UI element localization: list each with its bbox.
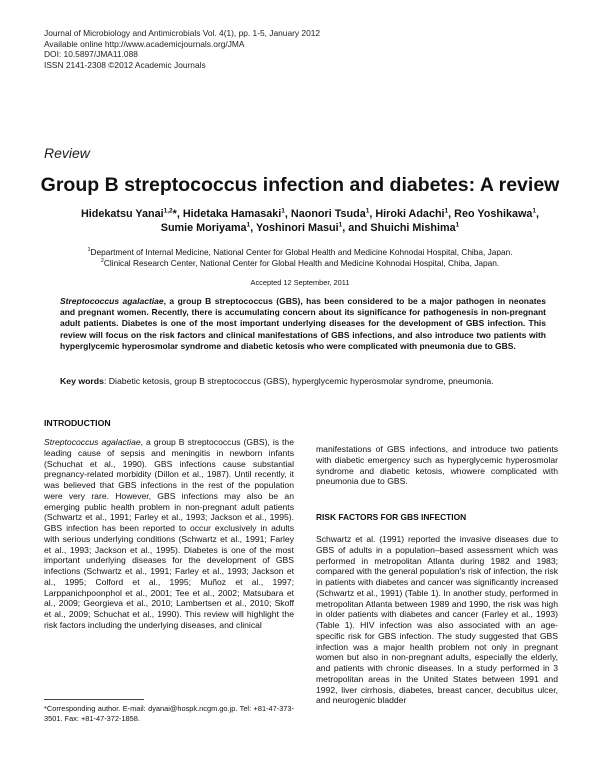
author-affiliation-sup: 1 (532, 207, 537, 215)
introduction-heading: INTRODUCTION (44, 418, 111, 428)
author-affiliation-sup: 1 (281, 207, 285, 215)
author-name: Reo Yoshikawa (454, 208, 533, 220)
journal-header (44, 28, 320, 70)
author-line-1 (81, 208, 539, 220)
risk-factors-body (316, 534, 558, 706)
corresponding-author-footnote: *Corresponding author. E-mail: dyanai@hospk.ncgm.go.jp. Tel: +81-47-373-3501. Fax: +81-47-372-1858. (44, 704, 294, 723)
keywords (60, 376, 546, 387)
affiliation-sup: 2 (100, 257, 104, 264)
author-affiliation-sup: 1 (365, 207, 370, 215)
introduction-body (44, 437, 294, 631)
keywords-text: : Diabetic ketosis, group B streptococcus (GBS), hyperglycemic hyperosmolar syndrome, pneumonia. (103, 376, 494, 386)
affiliation-sup: 1 (87, 247, 91, 254)
affiliations (44, 247, 556, 268)
author-affiliation-sup: 1,2 (163, 207, 173, 215)
intro-text: , a group B streptococcus (GBS), is the leading cause of sepsis and meningitis in newborn infants (Schuchat et al., 1990). GBS infections cause substantial pregnancy-related morbidity (Dillon et al., 1987). Until recently, it was believed that GBS infections in the rest of the population were very rare. However, GBS infections may also be an emerging public health problem in non-pregnant adult patients (Schwartz et al., 1991; Farley et al., 1993; Jackson et al., 1995). GBS infection has been reported to occur exclusively in adults with serious underlying conditions (Schwartz et al., 1991; Farley et al., 1993; Jackson et al., 1995). Diabetes is one of the most important underlying diseases for the development of GBS infections (Schwartz et al., 1991; Farley et al., 1993; Jackson et al., 1995; Colford et al., 1995; Muñoz et al., 1997; Larppanichpoonphol et al., 2001; Tee et al., 2002; Matsubara et al., 2009; Georgieva et al., 2010; Lambertsen et al., 2010; Skoff et al., 2009; Schuchat et al., 1990). This review will highlight the risk factors including the underlying diseases, and clinical (44, 437, 294, 630)
author-name: Sumie Moriyama (160, 222, 247, 234)
author-name: Hidetaka Hamasaki (182, 208, 282, 220)
abstract-species-name: Streptococcus agalactiae (60, 296, 164, 306)
issn: ISSN 2141-2308 ©2012 Academic Journals (44, 59, 206, 70)
abstract-text: , a group B streptococcus (GBS), has been considered to be a major pathogen in neonates and pregnant women. Recently, there is accumulating concern about its significance for pathogenesis in non-pregnant adult patients. Diabetes is one of the most important underlying diseases for the development of GBS infection. This review will focus on the risk factors and clinical manifestations of GBS infections, and also introduce two patients with hyperglycemic hyperosmolar syndrome and diabetic ketosis who were complicated with pneumonia due to GBS. (60, 296, 546, 351)
author-affiliation-sup: 1 (338, 221, 343, 229)
risk-factors-paragraph: Schwartz et al. (1991) reported the invasive diseases due to GBS of adults in a population–based assessment which was performed in metropolitan Atlanta during 1982 and 1983; compared with the general population's risk of infection, the risk in patients with diabetes and cancer was significantly increased (Schwartz et al., 1991) (Table 1). In another study, performed in metropolitan Atlanta between 1989 and 1990, the risk was high in older patients with diabetes and cancer (Farley et al., 1993) (Table 1). HIV infection was also associated with an age-specific risk for GBS infection. The study suggested that GBS infection was a major health problem not only in pregnant women but also in non-pregnant adults, especially the elderly, and patients with chronic diseases. In a study performed in 3 metropolitan areas in the United States between 1991 and 1992, liver cirrhosis, diabetes, breast cancer, decubitus ulcer, and neurogenic bladder (316, 534, 558, 706)
keywords-label: Key words (60, 376, 104, 386)
intro-species-name: Streptococcus agalactiae (44, 437, 141, 447)
risk-factors-heading: RISK FACTORS FOR GBS INFECTION (316, 512, 467, 522)
author-separator: , (448, 208, 455, 220)
author-name: Naonori Tsuda (290, 208, 366, 220)
author-name: Hidekatsu Yanai (80, 208, 164, 220)
author-name: Hiroki Adachi (375, 208, 445, 220)
introduction-continued (316, 444, 558, 487)
paper-title: Group B streptococcus infection and diabetes: A review (40, 174, 560, 196)
introduction-continued-paragraph: manifestations of GBS infections, and introduce two patients with diabetic emergency such as hyperglycemic hyperosmolar syndrome and diabetic ketosis, whowere complicated with pneumonia due to GBS. (316, 444, 558, 487)
abstract (60, 296, 546, 352)
affiliation-text: Clinical Research Center, National Center for Global Health and Medicine Kohnodai Hospital, Chiba, Japan. (103, 257, 500, 268)
corresponding-star: * (172, 208, 177, 220)
journal-url[interactable]: Available online http://www.academicjournals.org/JMA (44, 38, 245, 49)
author-separator: , (250, 222, 256, 234)
doi: DOI: 10.5897/JMA11.088 (44, 49, 138, 60)
author-separator: , (284, 208, 291, 220)
author-separator: , (369, 208, 376, 220)
introduction-paragraph (44, 437, 294, 631)
affiliation-2 (44, 258, 556, 269)
journal-citation: Journal of Microbiology and Antimicrobials Vol. 4(1), pp. 1-5, January 2012 (44, 28, 321, 38)
author-affiliation-sup: 1 (455, 221, 460, 229)
author-affiliation-sup: 1 (444, 207, 449, 215)
author-name: Yoshinori Masui (256, 222, 339, 234)
footnote-divider (44, 699, 144, 700)
author-separator: , (176, 208, 183, 220)
author-separator: , and (342, 222, 371, 234)
author-separator: , (536, 208, 540, 220)
section-label: Review (44, 145, 90, 161)
affiliation-1 (44, 247, 556, 258)
author-name: Shuichi Mishima (370, 222, 456, 234)
author-list (60, 207, 560, 235)
author-line-2 (161, 222, 460, 234)
accepted-date: Accepted 12 September, 2011 (250, 278, 350, 287)
author-affiliation-sup: 1 (246, 221, 251, 229)
affiliation-text: Department of Internal Medicine, National Center for Global Health and Medicine Kohnodai Hospital, Chiba, Japan. (90, 247, 513, 257)
